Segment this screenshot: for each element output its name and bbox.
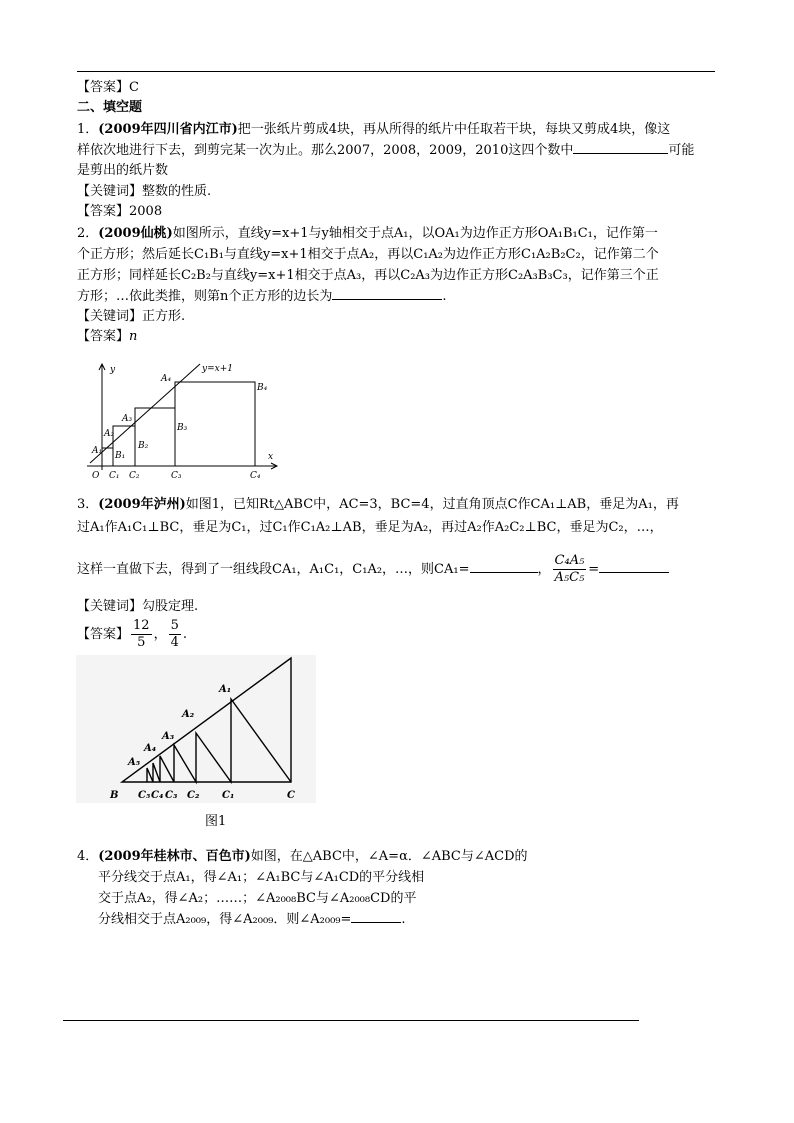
q1-text-c: 是剪出的纸片数 bbox=[77, 163, 169, 178]
q2-label-c3: C₃ bbox=[171, 471, 182, 481]
q2-answer-label: 【答案】 bbox=[77, 329, 130, 344]
q3-label-a3: A₃ bbox=[162, 731, 175, 742]
q4-text-c: 交于点A₂，得∠A₂；……；∠A₂₀₀₈BC与∠A₂₀₀₈CD的平 bbox=[98, 891, 417, 906]
q3-label-c: C bbox=[287, 790, 295, 801]
q3-answer bbox=[77, 618, 716, 652]
footer-rule bbox=[63, 1020, 639, 1021]
section-title: 二、填空题 bbox=[77, 100, 143, 115]
q3-ans1 bbox=[131, 618, 152, 651]
q3-label-a5: A₅ bbox=[128, 757, 141, 768]
q3-ans2-den: 4 bbox=[170, 635, 179, 650]
q3-blank-1 bbox=[470, 560, 538, 573]
q3-label-c2: C₂ bbox=[187, 790, 200, 801]
q4-line-a bbox=[77, 847, 716, 867]
q4-source: (2009年桂林市、百色市) bbox=[98, 849, 251, 864]
q2-answer bbox=[77, 327, 716, 347]
q2-x-label: x bbox=[268, 452, 274, 462]
q3-label-c3: C₃ bbox=[165, 790, 178, 801]
q3-label-c4: C₄ bbox=[151, 790, 164, 801]
q3-num: 3． bbox=[77, 497, 99, 512]
q4-answer-blank bbox=[351, 910, 401, 923]
q2-label-b1: B₁ bbox=[115, 451, 126, 461]
q3-text-a: 如图1，已知Rt△ABC中，AC=3，BC=4，过直角顶点C作CA₁⊥AB，垂足为A₁，再 bbox=[185, 497, 679, 512]
q1-text-b2: 可能 bbox=[668, 143, 695, 158]
q3-ans1-num: 12 bbox=[133, 618, 150, 633]
q1-source: (2009年四川省内江市) bbox=[98, 122, 238, 137]
q3-ans2-num: 5 bbox=[170, 618, 179, 633]
q2-label-b4: B₄ bbox=[257, 383, 268, 393]
q3-label-c1: C₁ bbox=[222, 790, 235, 801]
q2-squares-figure bbox=[82, 360, 282, 485]
q2-num: 2． bbox=[77, 226, 99, 241]
header-rule bbox=[77, 71, 715, 72]
q1-text-a: 把一张纸片剪成4块，再从所得的纸片中任取若干块，每块又剪成4块，像这 bbox=[237, 122, 671, 137]
q2-label-c2: C₂ bbox=[129, 471, 140, 481]
q2-label-a4: A₄ bbox=[161, 374, 172, 384]
q3-label-c5: C₅ bbox=[138, 790, 151, 801]
q1-num: 1． bbox=[77, 122, 99, 137]
q2-label-c1: C₁ bbox=[109, 471, 120, 481]
q3-frac-num: C₄A₅ bbox=[554, 553, 585, 568]
q4-line-d bbox=[98, 910, 716, 930]
q2-label-c4: C₄ bbox=[250, 471, 261, 481]
q4-num: 4． bbox=[77, 849, 99, 864]
q3-label-a1: A₁ bbox=[219, 684, 232, 695]
q3-line-c bbox=[77, 553, 716, 586]
q2-keyword: 【关键词】正方形. bbox=[77, 309, 186, 324]
q2-text-b: 个正方形；然后延长C₁B₁与直线y=x+1相交于点A₂，再以C₁A₂为边作正方形C₁A₂B₂C₂，记作第二个 bbox=[77, 247, 659, 262]
q1-answer-blank bbox=[573, 141, 668, 154]
q3-label-a2: A₂ bbox=[182, 709, 195, 720]
q3-text-c2: ， bbox=[537, 562, 551, 577]
q3-fraction bbox=[553, 553, 587, 586]
q2-y-label: y bbox=[110, 365, 116, 375]
q4-text-d: 分线相交于点A₂₀₀₉，得∠A₂₀₀₉．则∠A₂₀₀₉= bbox=[98, 912, 352, 927]
q2-label-a2: A₂ bbox=[104, 429, 115, 439]
q2-text-c: 正方形；同样延长C₂B₂与直线y=x+1相交于点A₃，再以C₂A₃为边作正方形C₂A₃B₃C₃，记作第三个正 bbox=[77, 268, 659, 283]
q4-text-d-end: . bbox=[401, 912, 406, 927]
q2-line-label: y=x+1 bbox=[202, 364, 233, 374]
q2-label-b3: B₃ bbox=[177, 423, 188, 433]
q1-text-b1: 样依次地进行下去，到剪完某一次为止。那么2007，2008，2009，2010这四个数中 bbox=[77, 143, 574, 158]
q1-answer: 【答案】2008 bbox=[77, 204, 163, 219]
q2-answer-blank bbox=[332, 287, 442, 300]
q2-label-a3: A₃ bbox=[122, 414, 133, 424]
q2-answer-value: n bbox=[129, 329, 138, 344]
q3-line-a bbox=[77, 495, 716, 515]
q2-label-b2: B₂ bbox=[138, 441, 149, 451]
q3-figure-caption: 图1 bbox=[205, 814, 227, 829]
q3-keyword: 【关键词】勾股定理. bbox=[77, 599, 199, 614]
q4-text-b: 平分线交于点A₁，得∠A₁；∠A₁BC与∠A₁CD的平分线相 bbox=[98, 870, 425, 885]
q3-frac-den: A₅C₅ bbox=[554, 570, 585, 585]
q3-ans-end: . bbox=[182, 627, 187, 642]
q1-line-b bbox=[77, 141, 716, 161]
q3-ans1-den: 5 bbox=[137, 635, 146, 650]
q3-label-a4: A₄ bbox=[144, 743, 157, 754]
q2-text-d: 方形；…依此类推，则第n个正方形的边长为 bbox=[77, 289, 333, 304]
q2-source: (2009仙桃) bbox=[98, 226, 173, 241]
q2-line-a bbox=[77, 224, 716, 244]
q1-keyword: 【关键词】整数的性质. bbox=[77, 184, 212, 199]
q3-source: (2009年泸州) bbox=[98, 497, 186, 512]
q3-ans2 bbox=[169, 618, 181, 651]
q2-label-a1: A₁ bbox=[92, 446, 103, 456]
q4-text-a: 如图，在△ABC中，∠A=α．∠ABC与∠ACD的 bbox=[250, 849, 528, 864]
q3-ans-sep: ， bbox=[153, 627, 167, 642]
q3-triangle-figure bbox=[76, 655, 316, 803]
q3-text-c1: 这样一直做下去，得到了一组线段CA₁，A₁C₁，C₁A₂，…，则CA₁= bbox=[77, 562, 470, 577]
q3-text-c3: = bbox=[588, 562, 600, 577]
q2-text-a: 如图所示，直线y=x+1与y轴相交于点A₁，以OA₁为边作正方形OA₁B₁C₁，记作第一 bbox=[172, 226, 658, 241]
q3-label-b: B bbox=[110, 790, 119, 801]
q3-text-b: 过A₁作A₁C₁⊥BC，垂足为C₁，过C₁作C₁A₂⊥AB，垂足为A₂，再过A₂作A₂C₂⊥BC，垂足为C₂，…， bbox=[77, 520, 663, 535]
q2-line-d bbox=[77, 287, 716, 307]
q3-blank-2 bbox=[599, 560, 669, 573]
answer-prev: 【答案】C bbox=[77, 80, 139, 95]
q2-text-d-end: . bbox=[442, 289, 447, 304]
q1-line-a bbox=[77, 120, 716, 140]
q3-answer-label: 【答案】 bbox=[77, 627, 130, 642]
q2-origin: O bbox=[92, 471, 100, 481]
